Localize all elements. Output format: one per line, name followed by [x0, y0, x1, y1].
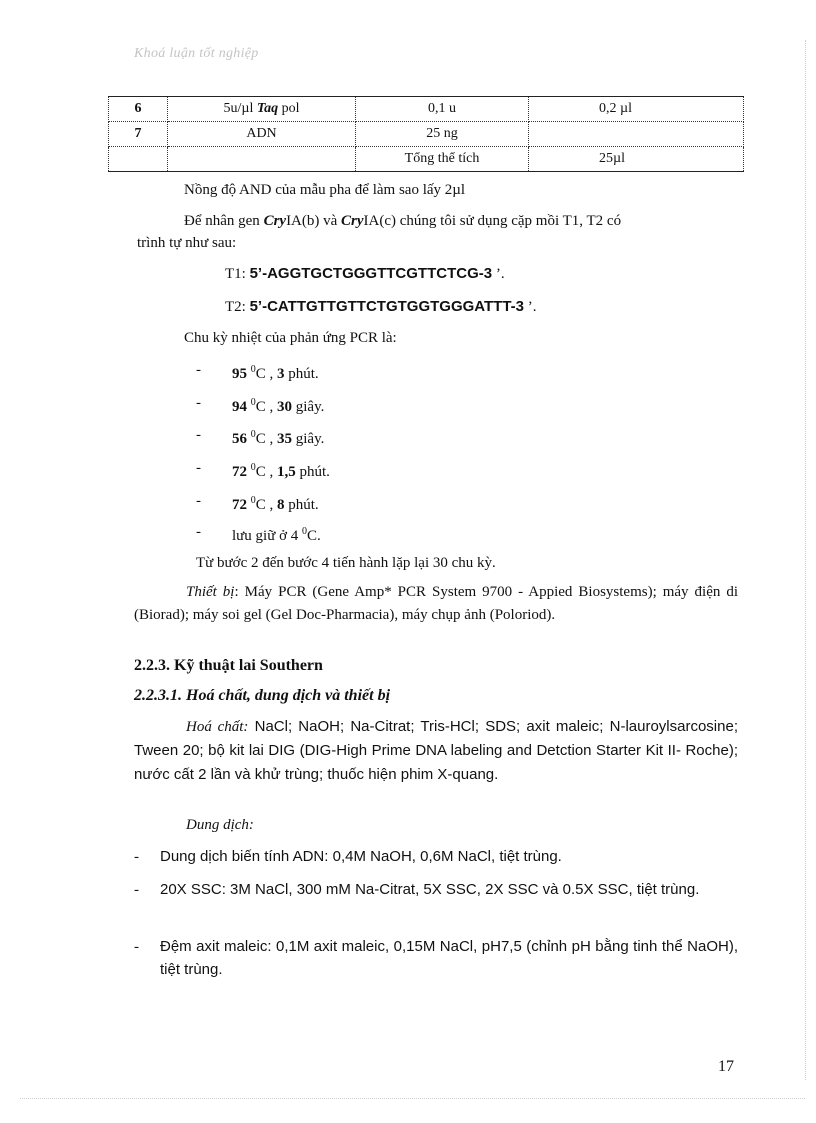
- total-volume-label: Tổng thể tích: [356, 147, 529, 172]
- table-row: [109, 97, 744, 122]
- row-number: [109, 147, 168, 172]
- total-volume-value: 25µl: [529, 147, 744, 172]
- row-number: 7: [109, 122, 168, 147]
- concentration-cell: 25 ng: [356, 122, 529, 147]
- reaction-mix-table: [108, 96, 744, 172]
- list-item: Đệm axit maleic: 0,1M axit maleic, 0,15M NaCl, pH7,5 (chỉnh pH bằng tinh thể NaOH), tiệt trùng.: [160, 938, 738, 978]
- solutions-label: Dung dịch:: [186, 817, 254, 833]
- page-border-bottom: [20, 1098, 805, 1099]
- list-item: 20X SSC: 3M NaCl, 300 mM Na-Citrat, 5X SSC, 2X SSC và 0.5X SSC, tiệt trùng.: [160, 881, 700, 898]
- page-number: 17: [718, 1058, 734, 1075]
- volume-cell: [529, 122, 744, 147]
- table-row: [109, 147, 744, 172]
- repeat-instruction: Từ bước 2 đến bước 4 tiến hành lặp lại 30 chu kỳ.: [196, 555, 496, 571]
- list-item: 95 $^0$C , 3 phút.: [232, 364, 319, 382]
- row-number: 6: [109, 97, 168, 122]
- chemicals-paragraph: Hoá chất: NaCl; NaOH; Na-Citrat; Tris-HCl; SDS; axit maleic; N-lauroylsarcosine; Tween 20; bộ kit lai DIG (DIG-High Prime DNA labeling and Detction Starter Kit II- Roche); nước cất 2 lần và khử trùng; thuốc hiện phim X-quang.: [134, 718, 738, 783]
- reagent-cell: 5u/µl Taq pol: [168, 97, 356, 122]
- volume-cell: 0,2 µl: [529, 97, 744, 122]
- concentration-cell: 0,1 u: [356, 97, 529, 122]
- reagent-cell: ADN: [168, 122, 356, 147]
- list-item: 72 $^0$C , 8 phút.: [232, 495, 319, 513]
- list-item: 72 $^0$C , 1,5 phút.: [232, 462, 330, 480]
- list-item: lưu giữ ở 4 $^0$C.: [232, 526, 321, 544]
- dna-concentration-note: Nồng độ AND của mẫu pha để làm sao lấy 2µl: [184, 182, 466, 198]
- running-header: Khoá luận tốt nghiệp: [134, 46, 259, 61]
- reagent-cell: [168, 147, 356, 172]
- gene-amplification-line: Để nhân gen CryIA(b) và CryIA(c) chúng tôi sử dụng cặp mồi T1, T2 có: [184, 213, 622, 229]
- cycle-intro: Chu kỳ nhiệt của phản ứng PCR là:: [184, 330, 397, 346]
- sequence-intro: trình tự như sau:: [137, 235, 237, 251]
- list-item: 56 $^0$C , 35 giây.: [232, 429, 325, 447]
- list-item: 94 $^0$C , 30 giây.: [232, 397, 325, 415]
- primer-t2: T2: 5’-CATTGTTGTTCTGTGGTGGGATTT-3 ’.: [225, 298, 537, 315]
- list-item: Dung dịch biến tính ADN: 0,4M NaOH, 0,6M NaCl, tiệt trùng.: [160, 848, 562, 865]
- page-border-right: [805, 40, 806, 1080]
- equipment-paragraph: Thiết bị: Máy PCR (Gene Amp* PCR System 9700 - Appied Biosystems); máy điện di (Biorad); máy soi gel (Gel Doc-Pharmacia), máy chụp ảnh (Poloriod).: [134, 584, 738, 623]
- table-row: [109, 122, 744, 147]
- primer-t1: T1: 5’-AGGTGCTGGGTTCGTTCTCG-3 ’.: [225, 265, 505, 282]
- section-heading-2-2-3: 2.2.3. Kỹ thuật lai Southern: [134, 657, 323, 674]
- section-heading-2-2-3-1: 2.2.3.1. Hoá chất, dung dịch và thiết bị: [134, 687, 391, 704]
